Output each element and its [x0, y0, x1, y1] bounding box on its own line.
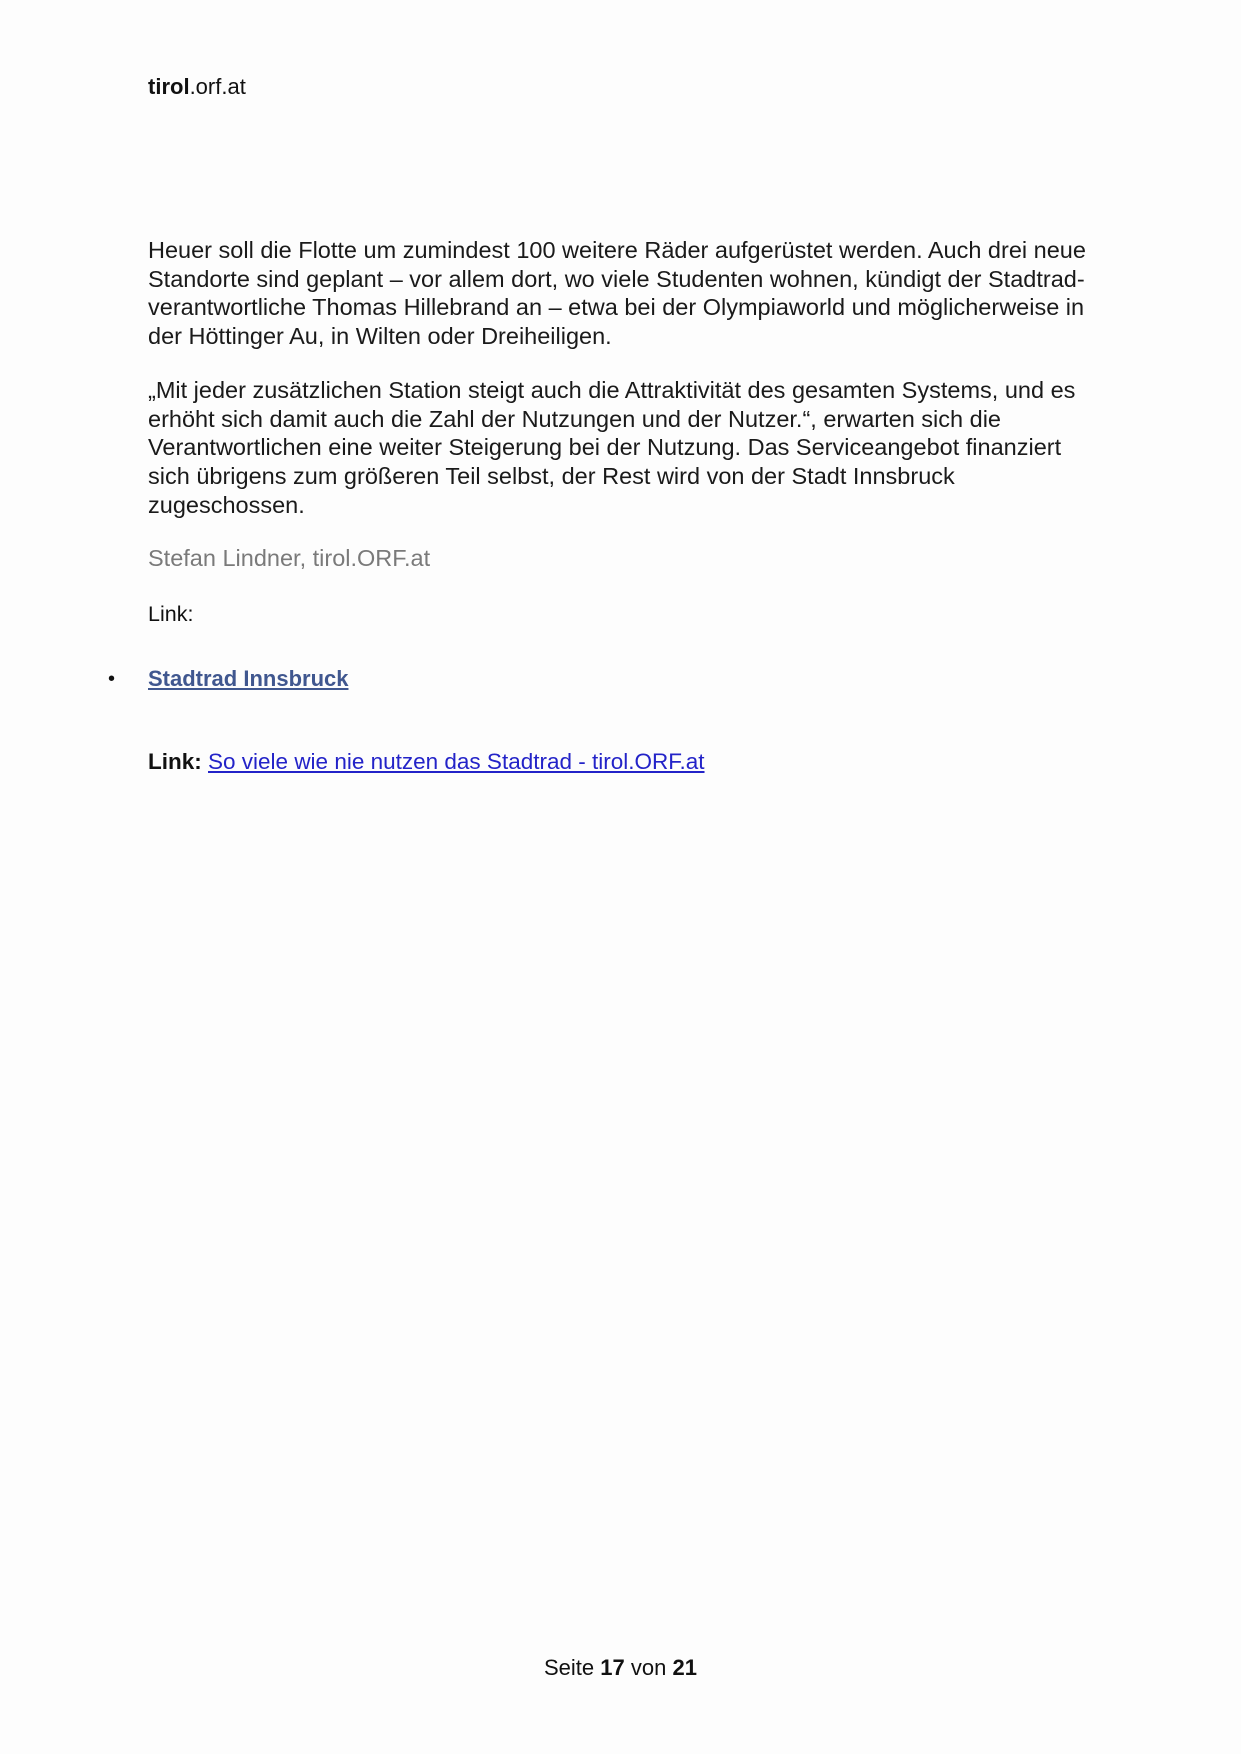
source-line — [148, 748, 705, 776]
link-label: Link: — [148, 602, 194, 627]
source-link[interactable]: So viele wie nie nutzen das Stadtrad - tirol.ORF.at — [208, 749, 705, 774]
footer-prefix: Seite — [544, 1655, 595, 1680]
footer-middle: von — [630, 1655, 667, 1680]
footer-total-pages: 21 — [672, 1655, 697, 1680]
page-header — [148, 74, 246, 100]
stadtrad-innsbruck-link[interactable]: Stadtrad Innsbruck — [148, 666, 349, 691]
header-site-rest: .orf.at — [189, 74, 246, 99]
article-body — [148, 236, 1093, 628]
page-footer — [0, 1655, 1241, 1681]
article-paragraph: „Mit jeder zusätzlichen Station steigt auch die Attraktivität des gesamten Systems, und es erhöht sich damit auch die Zahl der Nutzungen und der Nutzer.“, erwarten sich die Verantwortlichen eine weiter Steigerung bei der Nutzung. Das Serviceangebot finanziert sich übrigens zum größeren Teil selbst, der Rest wird von der Stadt Innsbruck zugeschossen. — [148, 376, 1076, 518]
article-author: Stefan Lindner, tirol.ORF.at — [148, 545, 431, 572]
header-site-bold: tirol — [148, 74, 190, 99]
article-paragraph: Heuer soll die Flotte um zumindest 100 weitere Räder aufgerüstet werden. Auch drei neue Standorte sind geplant – vor allem dort, wo viele Studenten wohnen, kündigt der Stadtrad-verantwortliche Thomas Hillebrand an – etwa bei der Olympiaworld und möglicherweise in der Höttinger Au, in Wilten oder Dreiheiligen. — [148, 237, 1086, 350]
footer-page-number: 17 — [600, 1655, 625, 1680]
bullet-icon: • — [108, 668, 116, 690]
source-label: Link: — [148, 749, 202, 774]
